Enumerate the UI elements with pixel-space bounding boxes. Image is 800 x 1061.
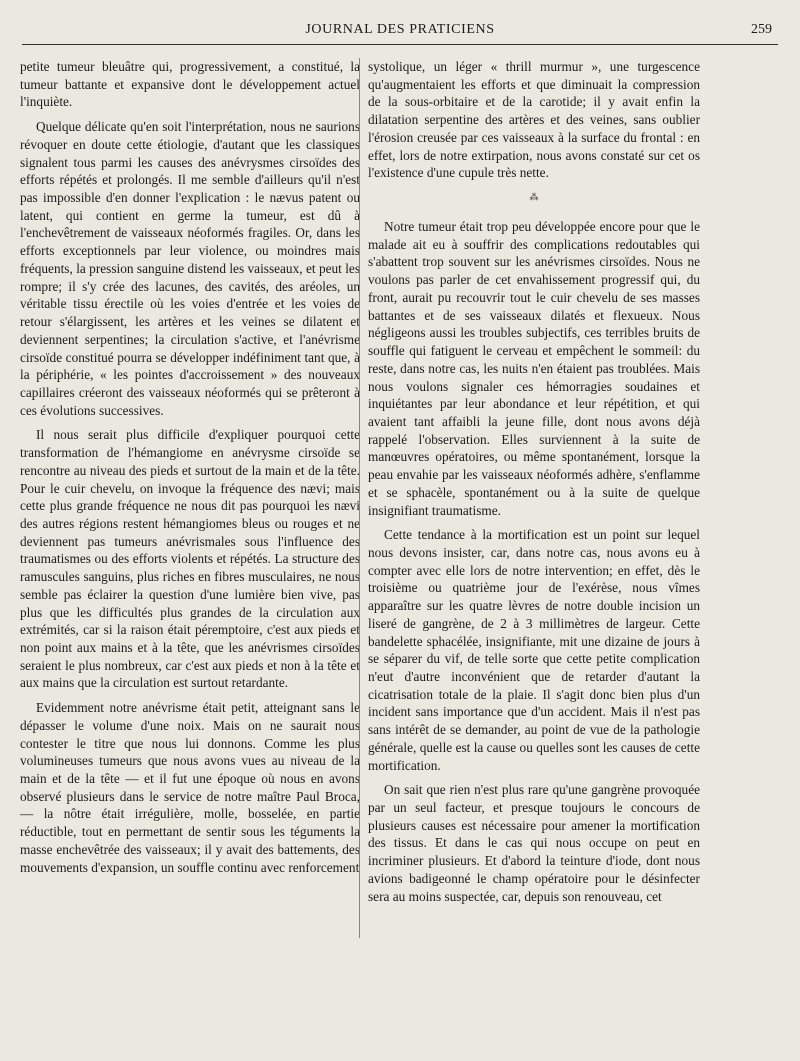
page-number: 259 xyxy=(751,22,772,37)
right-paragraph-mortification: Cette tendance à la mortification est un point sur lequel nous devons insister, car, dans notre cas, nous avons eu à compter avec elle lors de notre intervention; en effet, dès le troisième ou quatrième jour de l'exérèse, nous vîmes apparaître sur les quatre lèvres de notre double incision un liseré de gangrène, de 2 à 3 millimètres de largeur. Cette bandelette sphacélée, insignifiante, mit une dizaine de jours à se séparer du vif, de telle sorte que cette petite complication n'eut d'autre inconvénient que de retarder d'autant la cicatrisation totale de la plaie. Il s'agit donc bien plus d'un incident sans importance que d'un accident. Mais il n'est pas sans intérêt de se demander, au point de vue de la pathologie générale, quelle est la cause ou quelles sont les causes de cette mortification. xyxy=(368,527,700,773)
left-paragraph-aneurysm-size: Evidemment notre anévrisme était petit, atteignant sans le dépasser le volume d'une noix. Mais on ne saurait nous contester le titre que nous lui donnons. Comme les plus volumineuses tumeurs que nous avons vues au niveau de la main et de la tête — et il fut une époque où nous en avons observé plusieurs dans le service de notre maître Paul Broca, — la nôtre était irrégulière, molle, bosselée, en partie réductible, tout en permettant de sentir sous les téguments la masse enchevêtrée des vaisseaux; il y avait des battements, des mouvements d'expansion, un souffle continu avec renforcement xyxy=(20,700,360,875)
left-paragraph-continuation: petite tumeur bleuâtre qui, progressivement, a constitué, la tumeur battante et expansive dont le développement actuel l'inquiète. xyxy=(20,59,360,110)
journal-title: JOURNAL DES PRATICIENS xyxy=(305,22,495,37)
right-column xyxy=(368,58,700,912)
right-paragraph-gangrene-causes: On sait que rien n'est plus rare qu'une gangrène provoquée par un seul facteur, et presque toujours le concours de plusieurs causes est nécessaire pour amener la mortification des tissus. Et dans le cas qui nous occupe on peut en incriminer plusieurs. Et d'abord la teinture d'iode, dont nous avions badigeonné le champ opératoire pour le désinfecter sera au moins suspectée, car, depuis son renouveau, cet xyxy=(368,782,700,904)
right-paragraph-continuation: systolique, un léger « thrill murmur », une turgescence qu'augmentaient les efforts et que diminuait la compression de la sous-orbitaire et de la carotide; il y avait enfin la dilatation serpentine des artères et des veines, sans oublier l'érosion creusée par ces vaisseaux à la surface du frontal : en effet, lors de notre extirpation, nous avons constaté sur cet os l'existence d'une cupule très nette. xyxy=(368,59,700,181)
left-column xyxy=(20,58,360,883)
header-rule xyxy=(22,44,778,45)
running-header xyxy=(0,19,800,41)
left-paragraph-etiology: Quelque délicate qu'en soit l'interprétation, nous ne saurions révoquer en doute cette étiologie, d'autant que les classiques signalent tous parmi les causes des anévrysmes cirsoïdes des efforts répétés et prolongés. Il me semble d'ailleurs qu'il n'est pas impossible d'en donner l'explication : le nævus patent ou latent, qui contient en germe la tumeur, est dû à l'enchevêtrement de vaisseaux néoformés fragiles. Or, dans les efforts exceptionnels par leur violence, ou moindres mais fréquents, la pression sanguine distend les vaisseaux, et peut les rompre; il s'y crée des lacunes, des cavités, des aréoles, un véritable tissu érectile où les voies d'entrée et les voies de retour s'élargissent, les artères et les veines se dilatent et deviennent serpentines; la circulation s'active, et l'anévrisme cirsoïde constitué pourra se développer indéfiniment tant que, à la périphérie, « les pointes d'accroissement » des nouveaux capillaires créeront des vaisseaux néoformés qui se prêteront à ces évolutions successives. xyxy=(20,119,360,418)
column-divider xyxy=(359,58,360,938)
left-paragraph-transformation: Il nous serait plus difficile d'expliquer pourquoi cette transformation de l'hémangiome en anévrysme cirsoïde se rencontre au niveau des pieds et surtout de la main et de la tête. Pour le cuir chevelu, on invoque la fréquence des nævi; mais cette plus grande fréquence ne nous dit pas pourquoi les nævi des autres régions restent hémangiomes bleus ou rouges et ne deviennent pas tumeurs anévrismales sous l'influence des traumatismes ou des efforts violents et répétés. La structure des ramuscules sanguins, plus riches en fibres musculaires, ne nous semble pas éclairer la question d'une lumière bien vive, pas plus que les difficultés plus grandes de la circulation aux extrémités, car si la raison était péremptoire, c'est aux pieds et non point aux mains et à la tête, que les anévrismes cirsoïdes seraient le plus nombreux, car c'est aux pieds et non à la tête et aux mains que la circulation est surtout retardante. xyxy=(20,427,360,691)
section-separator-asterism: ⁂ xyxy=(529,192,539,203)
right-paragraph-complications: Notre tumeur était trop peu développée encore pour que le malade ait eu à souffrir des complications redoutables qui s'abattent trop souvent sur les anévrismes cirsoïdes. Nous ne voulons pas parler de cet envahissement progressif qui, du front, aurait pu recouvrir tout le cuir chevelu de ses masses battantes et de ses vaisseaux dilatés et flexueux. Nous négligeons aussi les troubles subjectifs, ces terribles bruits de souffle qui fatiguent le cerveau et empêchent le sommeil: du reste, dans notre cas, les nuits n'en étaient pas troublées. Mais nous voulons signaler ces hémorragies soudaines et inquiétantes par leur abondance et leur répétition, et qui avaient tant affaibli la jeune fille, dont nous avons déjà rappelé l'observation. Elles surviennent à la suite de manœuvres opératoires, ou même spontanément, lorsque la peau envahie par les vaisseaux néoformés adhère, s'enflamme et se sphacèle, spontanément ou à la suite de quelque insignifiant traumatisme. xyxy=(368,219,700,518)
